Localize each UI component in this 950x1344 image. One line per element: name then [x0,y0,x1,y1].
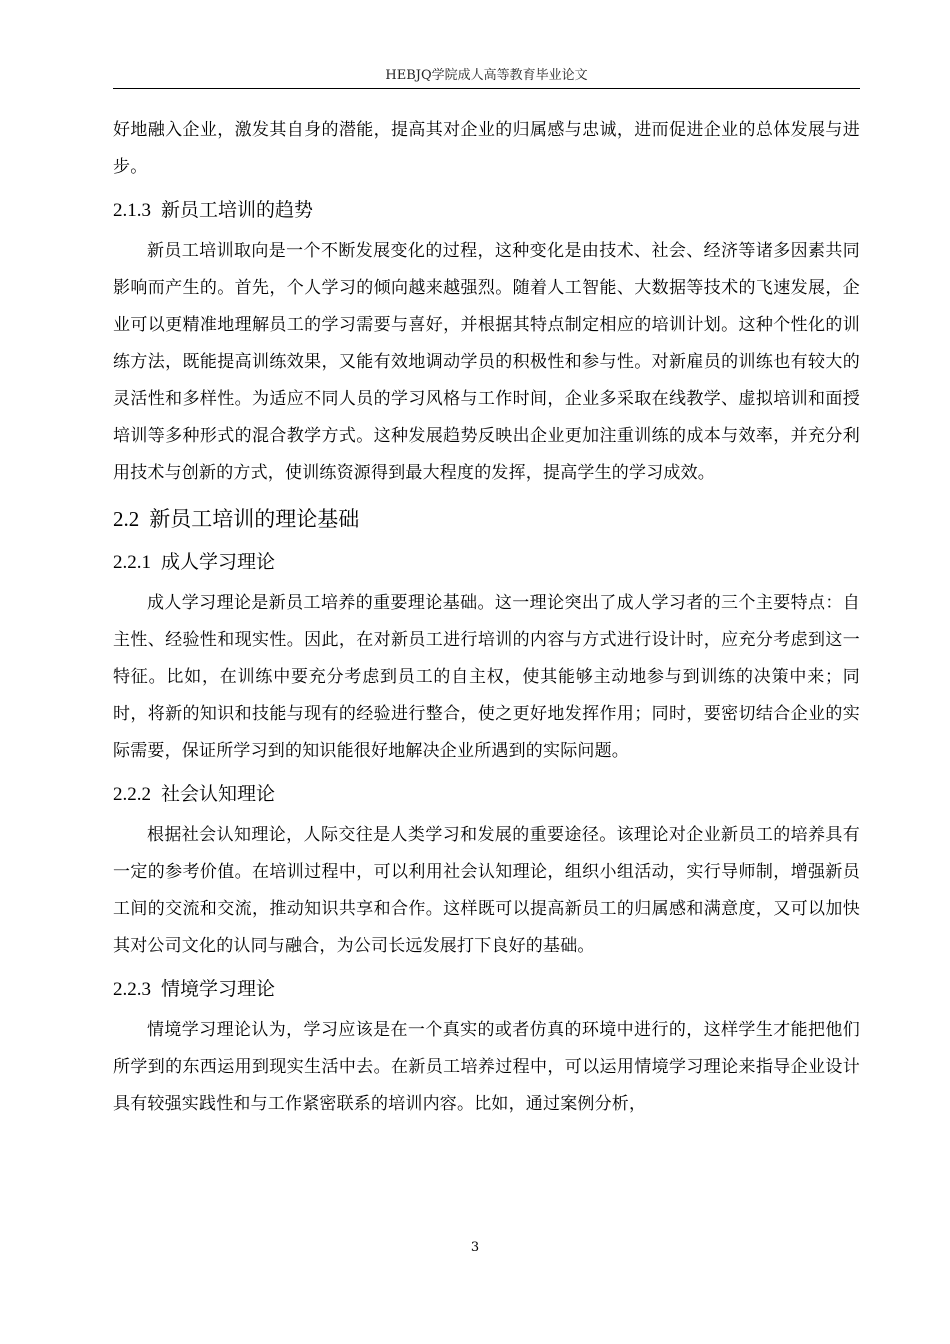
section-heading-2-2 [113,500,860,538]
section-number: 2.2 [113,507,140,531]
paragraph-social-cognitive: 根据社会认知理论，人际交往是人类学习和发展的重要途径。该理论对企业新员工的培养具有一定的参考价值。在培训过程中，可以利用社会认知理论，组织小组活动，实行导师制，增强新员工间的交流和交流，推动知识共享和合作。这样既可以提高新员工的归属感和满意度，又可以加快其对公司文化的认同与融合，为公司长远发展打下良好的基础。 [113,825,860,956]
paragraph-situated-learning: 情境学习理论认为，学习应该是在一个真实的或者仿真的环境中进行的，这样学生才能把他们所学到的东西运用到现实生活中去。在新员工培养过程中，可以运用情境学习理论来指导企业设计具有较强实践性和与工作紧密联系的培训内容。比如，通过案例分析， [113,1020,860,1114]
section-heading-2-2-2 [113,776,860,813]
page-number: 3 [470,1240,480,1255]
page-body [113,112,860,1123]
section-number: 2.2.2 [113,784,151,805]
section-number: 2.2.3 [113,979,151,1000]
running-header: HEBJQ学院成人高等教育毕业论文 [113,64,860,89]
section-title: 新员工培训的理论基础 [149,507,360,531]
section-title: 新员工培训的趋势 [161,199,314,221]
section-title: 社会认知理论 [161,783,276,805]
section-number: 2.2.1 [113,552,151,573]
section-number: 2.1.3 [113,200,151,221]
section-heading-2-2-3 [113,971,860,1008]
paragraph-adult-learning: 成人学习理论是新员工培养的重要理论基础。这一理论突出了成人学习者的三个主要特点：自主性、经验性和现实性。因此，在对新员工进行培训的内容与方式进行设计时，应充分考虑到这一特征。比如，在训练中要充分考虑到员工的自主权，使其能够主动地参与到训练的决策中来；同时，将新的知识和技能与现有的经验进行整合，使之更好地发挥作用；同时，要密切结合企业的实际需要，保证所学习到的知识能很好地解决企业所遇到的实际问题。 [113,593,860,761]
section-title: 成人学习理论 [161,551,276,573]
section-heading-2-1-3 [113,192,860,229]
paragraph-training-trends: 新员工培训取向是一个不断发展变化的过程，这种变化是由技术、社会、经济等诸多因素共同影响而产生的。首先，个人学习的倾向越来越强烈。随着人工智能、大数据等技术的飞速发展，企业可以更精准地理解员工的学习需要与喜好，并根据其特点制定相应的培训计划。这种个性化的训练方法，既能提高训练效果，又能有效地调动学员的积极性和参与性。对新雇员的训练也有较大的灵活性和多样性。为适应不同人员的学习风格与工作时间，企业多采取在线教学、虚拟培训和面授培训等多种形式的混合教学方式。这种发展趋势反映出企业更加注重训练的成本与效率，并充分利用技术与创新的方式，使训练资源得到最大程度的发挥，提高学生的学习成效。 [113,241,860,483]
paragraph-continuation: 好地融入企业，激发其自身的潜能，提高其对企业的归属感与忠诚，进而促进企业的总体发展与进步。 [113,120,860,177]
section-heading-2-2-1 [113,544,860,581]
section-title: 情境学习理论 [161,978,276,1000]
